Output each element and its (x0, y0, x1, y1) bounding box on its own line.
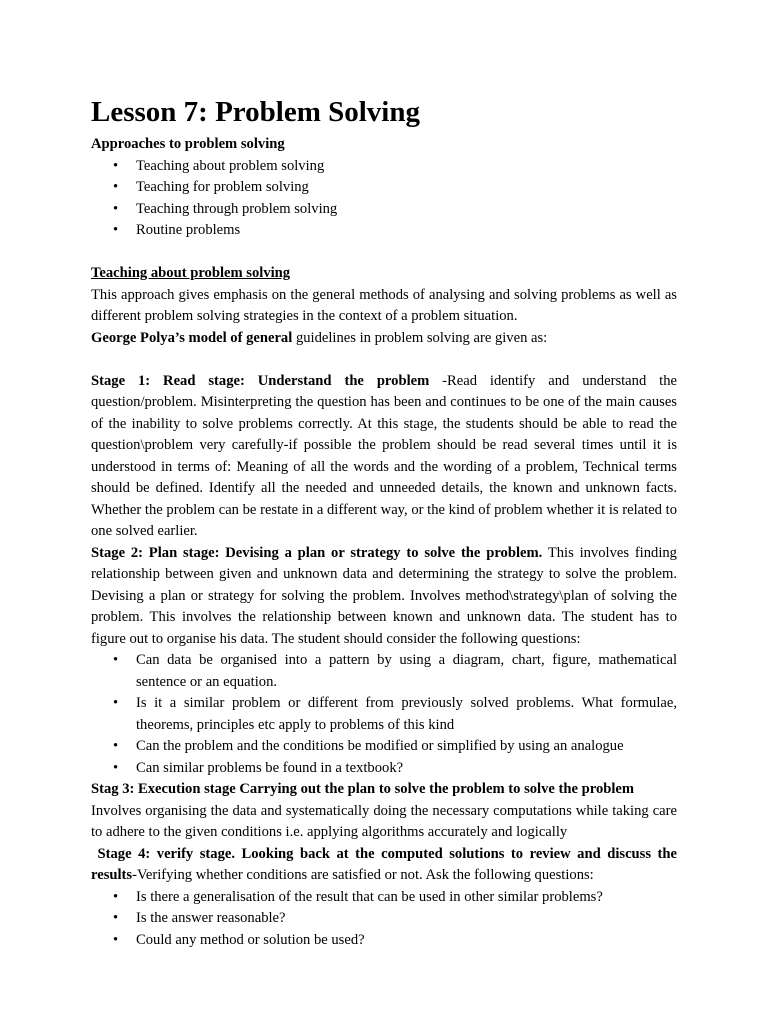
list-item: • Is there a generalisation of the result that can be used in other similar problems? (91, 887, 677, 909)
stage3-paragraph: Involves organising the data and systematically doing the necessary computations while taking care to adhere to the given conditions i.e. applying algorithms accurately and logically (91, 802, 677, 840)
document-page (91, 94, 681, 951)
polya-rest: guidelines in problem solving are given as: (292, 329, 548, 346)
spacer (91, 349, 677, 371)
spacer (91, 242, 677, 264)
stage4-label: Stage 4: verify stage. Looking back at the computed solutions to review and discuss the results (91, 845, 681, 883)
list-item: • Teaching for problem solving (91, 177, 677, 199)
list-item: • Is it a similar problem or different from previously solved problems. What formulae, theorems, principles etc apply to problems of this kind (91, 693, 677, 736)
list-item: • Teaching through problem solving (91, 199, 677, 221)
list-item: • Teaching about problem solving (91, 156, 677, 178)
list-item: • Is the answer reasonable? (91, 908, 677, 930)
stage2-questions (91, 650, 677, 779)
list-item: • Can data be organised into a pattern by using a diagram, chart, figure, mathematical sentence or an equation. (91, 650, 677, 693)
list-item: • Can similar problems be found in a textbook? (91, 758, 677, 780)
teaching-about-paragraph: This approach gives emphasis on the general methods of analysing and solving problems as well as different problem solving strategies in the context of a problem situation. (91, 286, 677, 324)
approaches-heading: Approaches to problem solving (91, 136, 285, 152)
stage2-paragraph (91, 543, 677, 651)
page-title: Lesson 7: Problem Solving (91, 96, 420, 128)
list-item: • Routine problems (91, 220, 677, 242)
stage4-paragraph (91, 844, 681, 887)
approaches-list (91, 156, 677, 242)
stage1-paragraph (91, 371, 677, 543)
stage4-questions (91, 887, 677, 952)
polya-bold: George Polya’s model of general (91, 329, 293, 346)
stage1-label: Stage 1: Read stage: Understand the problem (91, 372, 430, 389)
polya-line (91, 328, 677, 350)
list-item: • Could any method or solution be used? (91, 930, 677, 952)
stage1-text: -Read identify and understand the question/problem. Misinterpreting the question has been and continues to be one of the main causes of the inability to solve problems correctly. At this stage, the students should be able to read the question\problem very carefully-if possible the problem should be read several times until it is understood in terms of: Meaning of all the words and the wording of a problem, Technical terms should be defined. Identify all the needed and unneeded details, the known and unknown facts. Whether the problem can be restate in a different way, or the kind of problem whether it is related to one solved earlier. (91, 372, 677, 539)
stage2-label: Stage 2: Plan stage: Devising a plan or strategy to solve the problem. (91, 544, 543, 561)
stage4-text: -Verifying whether conditions are satisfied or not. Ask the following questions: (132, 867, 594, 883)
teaching-about-heading: Teaching about problem solving (91, 265, 291, 281)
stage2-text: This involves finding relationship between given and unknown data and determining the strategy to solve the problem. Devising a plan or strategy for solving the problem. Involves method\strategy\plan of solving the problem. This involves the relationship between known and unknown data. The student has to figure out to organise his data. The student should consider the following questions: (91, 544, 677, 647)
list-item: • Can the problem and the conditions be modified or simplified by using an analogue (91, 736, 677, 758)
stage3-label: Stag 3: Execution stage Carrying out the plan to solve the problem to solve the problem (91, 781, 635, 797)
